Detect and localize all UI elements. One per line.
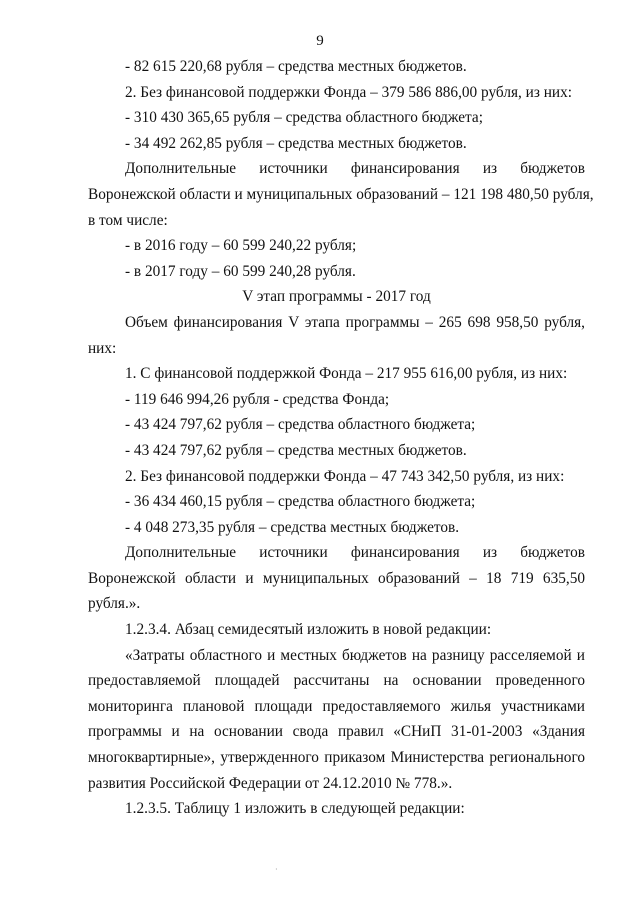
document-body xyxy=(88,54,594,822)
text-line: рубля.». xyxy=(88,595,141,613)
text-line: - 34 492 262,85 рубля – средства местных бюджетов. xyxy=(125,134,467,152)
text-line: 1.2.3.5. Таблицу 1 изложить в следующей редакции: xyxy=(125,800,465,818)
text-line: 1. С финансовой поддержкой Фонда – 217 955 616,00 рубля, из них: xyxy=(125,365,568,383)
text-line: мониторинга плановой площади предоставляемого жилья участниками xyxy=(88,697,585,715)
text-line: 2. Без финансовой поддержки Фонда – 47 743 342,50 рубля, из них: xyxy=(125,467,565,485)
text-line: 2. Без финансовой поддержки Фонда – 379 586 886,00 рубля, из них: xyxy=(125,83,572,101)
text-line: - 36 434 460,15 рубля – средства областного бюджета; xyxy=(125,493,476,511)
text-line: Воронежской области и муниципальных образований – 121 198 480,50 рубля, xyxy=(88,185,594,203)
scan-speck: · xyxy=(275,865,278,874)
text-line: Дополнительные источники финансирования из бюджетов xyxy=(125,544,585,562)
text-line: «Затраты областного и местных бюджетов на разницу расселяемой и xyxy=(125,646,585,664)
text-line: - 43 424 797,62 рубля – средства местных бюджетов. xyxy=(125,441,467,459)
text-line: Объем финансирования V этапа программы – 265 698 958,50 рубля, xyxy=(125,313,585,331)
text-line: - в 2016 году – 60 599 240,22 рубля; xyxy=(125,237,357,255)
text-line: - 43 424 797,62 рубля – средства областного бюджета; xyxy=(125,416,476,434)
text-line: - 4 048 273,35 рубля – средства местных бюджетов. xyxy=(125,518,460,536)
text-line: в том числе: xyxy=(88,211,168,229)
text-line: - 119 646 994,26 рубля - средства Фонда; xyxy=(125,390,390,408)
text-line: Дополнительные источники финансирования из бюджетов xyxy=(125,160,585,178)
text-line: - в 2017 году – 60 599 240,28 рубля. xyxy=(125,262,356,280)
section-heading: V этап программы - 2017 год xyxy=(242,288,431,306)
text-line: них: xyxy=(88,339,117,357)
text-line: программы и на основании свода правил «СНиП 31-01-2003 «Здания xyxy=(88,723,585,741)
text-line: развития Российской Федерации от 24.12.2010 № 778.». xyxy=(88,774,453,792)
text-line: - 82 615 220,68 рубля – средства местных бюджетов. xyxy=(125,58,467,75)
text-line: предоставляемой площадей рассчитаны на основании проведенного xyxy=(88,672,585,690)
text-line: - 310 430 365,65 рубля – средства областного бюджета; xyxy=(125,109,483,127)
text-line: 1.2.3.4. Абзац семидесятый изложить в новой редакции: xyxy=(125,621,492,639)
page-number: 9 xyxy=(316,33,324,49)
text-line: Воронежской области и муниципальных образований – 18 719 635,50 xyxy=(88,569,585,587)
text-line: многоквартирные», утвержденного приказом Министерства регионального xyxy=(88,749,585,767)
